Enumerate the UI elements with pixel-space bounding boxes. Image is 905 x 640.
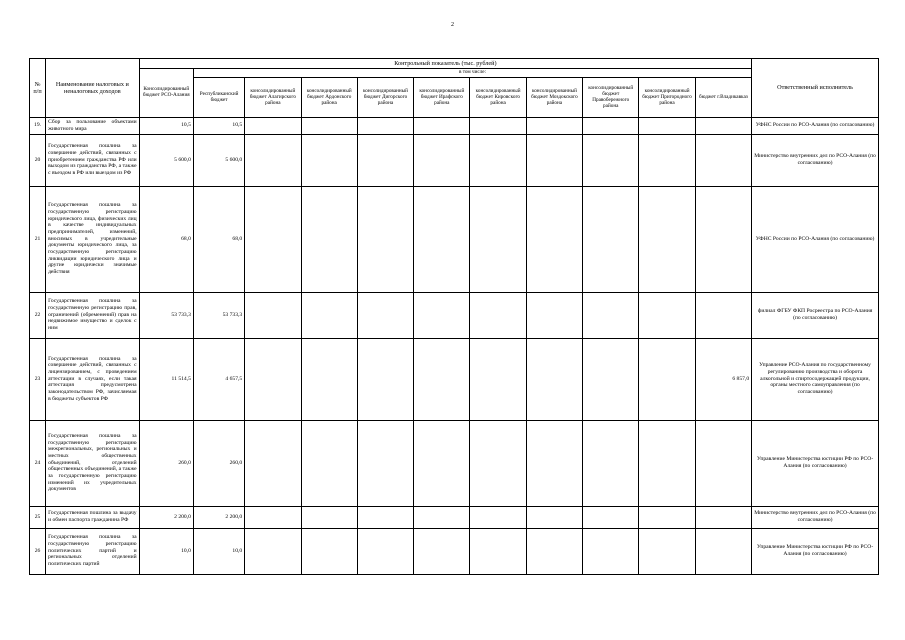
revenue-name: Государственная пошлина за выдачу и обмен паспорта гражданина РФ bbox=[46, 506, 140, 528]
row-number: 26 bbox=[30, 528, 46, 574]
consolidated-value: 2 200,0 bbox=[139, 506, 193, 528]
responsible-executor: Управление Министерства юстиции РФ по РСО-Алания (по согласованию) bbox=[752, 528, 879, 574]
republic-value: 2 200,0 bbox=[193, 506, 244, 528]
table-row bbox=[30, 292, 879, 338]
vladikavkaz-value bbox=[695, 134, 751, 186]
name-column-header: Наименование налоговых и неналоговых доходов bbox=[46, 59, 140, 118]
num-column-header: № п/п bbox=[30, 59, 46, 118]
vladikavkaz-value bbox=[695, 506, 751, 528]
vladikavkaz-value bbox=[695, 528, 751, 574]
row-number: 20 bbox=[30, 134, 46, 186]
district-header-pravoberezhny: консолидированный бюджет Правобережного района bbox=[583, 78, 639, 118]
row-number: 21 bbox=[30, 186, 46, 292]
responsible-column-header: Ответственный исполнитель bbox=[752, 59, 879, 118]
responsible-executor: УФНС России по РСО-Алания (по согласованию) bbox=[752, 118, 879, 134]
republic-value: 10,0 bbox=[193, 528, 244, 574]
table-row bbox=[30, 186, 879, 292]
consolidated-value: 11 514,5 bbox=[139, 338, 193, 420]
table-row bbox=[30, 420, 879, 506]
table-row bbox=[30, 118, 879, 134]
responsible-executor: Управление Министерства юстиции РФ по РСО-Алания (по согласованию) bbox=[752, 420, 879, 506]
vladikavkaz-value bbox=[695, 420, 751, 506]
republic-budget-header: Республиканский бюджет bbox=[193, 78, 244, 118]
table-row bbox=[30, 338, 879, 420]
row-number: 19. bbox=[30, 118, 46, 134]
table-row bbox=[30, 528, 879, 574]
consolidated-value: 260,0 bbox=[139, 420, 193, 506]
revenue-name: Государственная пошлина за государственную регистрацию юридического лица, физических лиц в качестве индивидуальных предпринимателей, изменений, вносимых в учредительные документы юридического лица, за государственную регистрацию ликвидации юридического лица и другие юридически значимые действия bbox=[46, 186, 140, 292]
district-header-vladikavkaz: бюджет г.Владикавказ bbox=[695, 78, 751, 118]
row-number: 24 bbox=[30, 420, 46, 506]
consolidated-budget-header: Консолидированный бюджет РСО-Алания bbox=[139, 69, 193, 118]
revenue-name: Государственная пошлина за государственную регистрацию политических партий и региональных отделений политических партий bbox=[46, 528, 140, 574]
district-header-iraf: консолидированный бюджет Ирафского района bbox=[414, 78, 470, 118]
vladikavkaz-value: 6 857,0 bbox=[695, 338, 751, 420]
responsible-executor: Министерство внутренних дел по РСО-Алания (по согласованию) bbox=[752, 506, 879, 528]
consolidated-value: 10,0 bbox=[139, 528, 193, 574]
page-number: 2 bbox=[451, 22, 454, 28]
consolidated-value: 10,5 bbox=[139, 118, 193, 134]
row-number: 23 bbox=[30, 338, 46, 420]
district-header-alagir: консолидированный бюджет Алагирского района bbox=[245, 78, 301, 118]
vladikavkaz-value bbox=[695, 118, 751, 134]
table-row bbox=[30, 134, 879, 186]
consolidated-value: 53 733,3 bbox=[139, 292, 193, 338]
district-header-mozdok: консолидированный бюджет Моздокского района bbox=[526, 78, 582, 118]
revenue-name: Государственная пошлина за государственную регистрацию межрегиональных, региональных и местных общественных объединений, отделений общественных объединений, а также за государственную регистрацию изменений их учредительных документов bbox=[46, 420, 140, 506]
responsible-executor: филиал ФГБУ ФКП Росреестра по РСО-Алания (по согласованию) bbox=[752, 292, 879, 338]
district-header-prigorodny: консолидированный бюджет Пригородного района bbox=[639, 78, 695, 118]
republic-value: 260,0 bbox=[193, 420, 244, 506]
republic-value: 68,0 bbox=[193, 186, 244, 292]
republic-value: 5 600,0 bbox=[193, 134, 244, 186]
row-number: 25 bbox=[30, 506, 46, 528]
revenue-name: Государственная пошлина за совершение действий, связанных с приобретением гражданства РФ или выходом из гражданства РФ, а также с въездом в РФ или выездом из РФ bbox=[46, 134, 140, 186]
district-header-kirov: консолидированный бюджет Кировского района bbox=[470, 78, 526, 118]
budget-table bbox=[29, 58, 879, 575]
district-header-digora: консолидированный бюджет Дигорского района bbox=[357, 78, 413, 118]
district-header-ardon: консолидированный бюджет Ардонского района bbox=[301, 78, 357, 118]
row-number: 22 bbox=[30, 292, 46, 338]
revenue-name: Сбор за пользование объектами животного мира bbox=[46, 118, 140, 134]
republic-value: 4 657,5 bbox=[193, 338, 244, 420]
responsible-executor: Министерство внутренних дел по РСО-Алания (по согласованию) bbox=[752, 134, 879, 186]
vladikavkaz-value bbox=[695, 186, 751, 292]
consolidated-value: 5 600,0 bbox=[139, 134, 193, 186]
including-header: в том числе: bbox=[193, 69, 751, 78]
revenue-name: Государственная пошлина за совершение действий, связанных с лицензированием, с проведением аттестации в случаях, если такая аттестация предусмотрена законодательством РФ, зачисляемая в бюджеты субъектов РФ bbox=[46, 338, 140, 420]
responsible-executor: УФНС России по РСО-Алания (по согласованию) bbox=[752, 186, 879, 292]
control-indicator-header: Контрольный показатель (тыс. рублей) bbox=[139, 59, 752, 69]
revenue-name: Государственная пошлина за государственную регистрацию прав, ограничений (обременений) прав на недвижимое имущество и сделок с ним bbox=[46, 292, 140, 338]
responsible-executor: Управление РСО-Алания по государственному регулированию производства и оборота алкогольной и спиртосодержащей продукции, органы местного самоуправления (по согласованию) bbox=[752, 338, 879, 420]
consolidated-value: 68,0 bbox=[139, 186, 193, 292]
republic-value: 10,5 bbox=[193, 118, 244, 134]
table-row bbox=[30, 506, 879, 528]
vladikavkaz-value bbox=[695, 292, 751, 338]
republic-value: 53 733,3 bbox=[193, 292, 244, 338]
